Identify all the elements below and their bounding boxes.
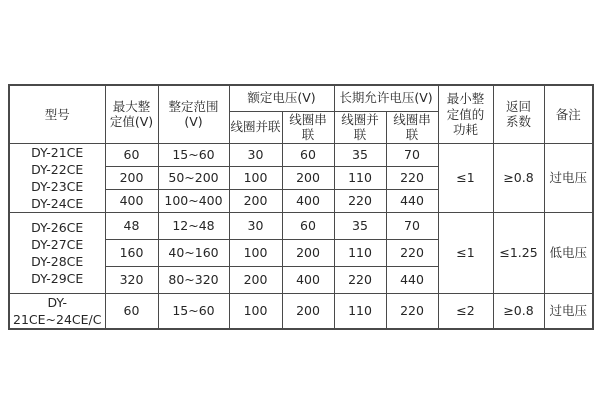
cell-long-series: 220: [386, 293, 438, 329]
cell-rated-series: 60: [282, 212, 334, 239]
header-setting-range-label: 整定范围(V): [168, 98, 219, 130]
table-row: [9, 293, 593, 329]
subheader-long-coil-parallel: 线圈并联: [334, 111, 386, 143]
relay-spec-table: [8, 84, 594, 330]
header-remark: [544, 85, 593, 143]
header-remark-label: 备注: [555, 106, 581, 122]
model-name: DY-24CE: [31, 195, 84, 211]
subheader-rated-coil-series: 线圈串联: [282, 111, 334, 143]
cell-setting-range: 50~200: [158, 166, 229, 189]
cell-rated-parallel: 30: [229, 212, 282, 239]
cell-setting-range: 100~400: [158, 189, 229, 212]
cell-max-setting: 200: [105, 166, 158, 189]
header-rated-voltage-label: 额定电压(V): [247, 90, 316, 106]
cell-max-setting: 160: [105, 239, 158, 266]
cell-rated-parallel: 100: [229, 239, 282, 266]
header-return-coeff: [493, 85, 544, 143]
cell-long-series: 220: [386, 166, 438, 189]
cell-long-parallel: 110: [334, 166, 386, 189]
subheader-rated-coil-parallel: 线圈并联: [229, 111, 282, 143]
cell-max-setting: 48: [105, 212, 158, 239]
model-name: DY-21CE~24CE/C: [13, 294, 102, 327]
cell-power-group2: ≤1: [438, 212, 493, 293]
cell-coeff-group1: ≥0.8: [493, 143, 544, 212]
header-rated-voltage: [229, 85, 334, 111]
cell-power-group3: ≤2: [438, 293, 493, 329]
cell-max-setting: 320: [105, 266, 158, 293]
cell-rated-series: 200: [282, 166, 334, 189]
cell-long-parallel: 110: [334, 293, 386, 329]
cell-setting-range: 15~60: [158, 143, 229, 166]
header-setting-range: [158, 85, 229, 143]
cell-long-series: 220: [386, 239, 438, 266]
header-return-coeff-label: 返回系数: [505, 98, 531, 130]
cell-remark-group2: 低电压: [544, 212, 593, 293]
cell-long-parallel: 35: [334, 212, 386, 239]
cell-long-parallel: 110: [334, 239, 386, 266]
cell-rated-parallel: 100: [229, 293, 282, 329]
cell-setting-range: 15~60: [158, 293, 229, 329]
cell-max-setting: 60: [105, 293, 158, 329]
cell-rated-parallel: 30: [229, 143, 282, 166]
table-row: [9, 212, 593, 239]
cell-max-setting: 60: [105, 143, 158, 166]
cell-coeff-group3: ≥0.8: [493, 293, 544, 329]
cell-long-series: 440: [386, 189, 438, 212]
header-model: [9, 85, 105, 143]
cell-rated-series: 400: [282, 189, 334, 212]
cell-rated-series: 400: [282, 266, 334, 293]
cell-long-parallel: 220: [334, 266, 386, 293]
cell-power-group1: ≤1: [438, 143, 493, 212]
cell-setting-range: 80~320: [158, 266, 229, 293]
cell-rated-parallel: 200: [229, 266, 282, 293]
model-name: DY-29CE: [31, 270, 84, 286]
header-max-setting: [105, 85, 158, 143]
model-cell-group1: [9, 143, 105, 212]
model-cell-group3: [9, 293, 105, 329]
header-long-term-voltage: [334, 85, 438, 111]
cell-rated-series: 200: [282, 293, 334, 329]
cell-long-parallel: 220: [334, 189, 386, 212]
model-name: DY-22CE: [31, 161, 84, 177]
cell-rated-parallel: 200: [229, 189, 282, 212]
header-min-power-label: 最小整定值的功耗: [446, 90, 485, 138]
cell-long-series: 70: [386, 143, 438, 166]
model-cell-group2: [9, 212, 105, 293]
header-min-power: [438, 85, 493, 143]
subheader-long-coil-series: 线圈串联: [386, 111, 438, 143]
cell-long-series: 70: [386, 212, 438, 239]
cell-rated-parallel: 100: [229, 166, 282, 189]
model-name: DY-21CE: [31, 144, 84, 160]
model-name: DY-28CE: [31, 253, 84, 269]
cell-setting-range: 40~160: [158, 239, 229, 266]
cell-rated-series: 200: [282, 239, 334, 266]
cell-remark-group3: 过电压: [544, 293, 593, 329]
model-name: DY-26CE: [31, 219, 84, 235]
cell-setting-range: 12~48: [158, 212, 229, 239]
cell-long-series: 440: [386, 266, 438, 293]
model-name: DY-23CE: [31, 178, 84, 194]
cell-rated-series: 60: [282, 143, 334, 166]
cell-max-setting: 400: [105, 189, 158, 212]
header-long-term-voltage-label: 长期允许电压(V): [339, 90, 433, 106]
cell-long-parallel: 35: [334, 143, 386, 166]
table-row: [9, 143, 593, 166]
cell-coeff-group2: ≤1.25: [493, 212, 544, 293]
header-model-label: 型号: [44, 106, 70, 122]
cell-remark-group1: 过电压: [544, 143, 593, 212]
model-name: DY-27CE: [31, 236, 84, 252]
header-max-setting-label: 最大整定值(V): [109, 98, 154, 130]
